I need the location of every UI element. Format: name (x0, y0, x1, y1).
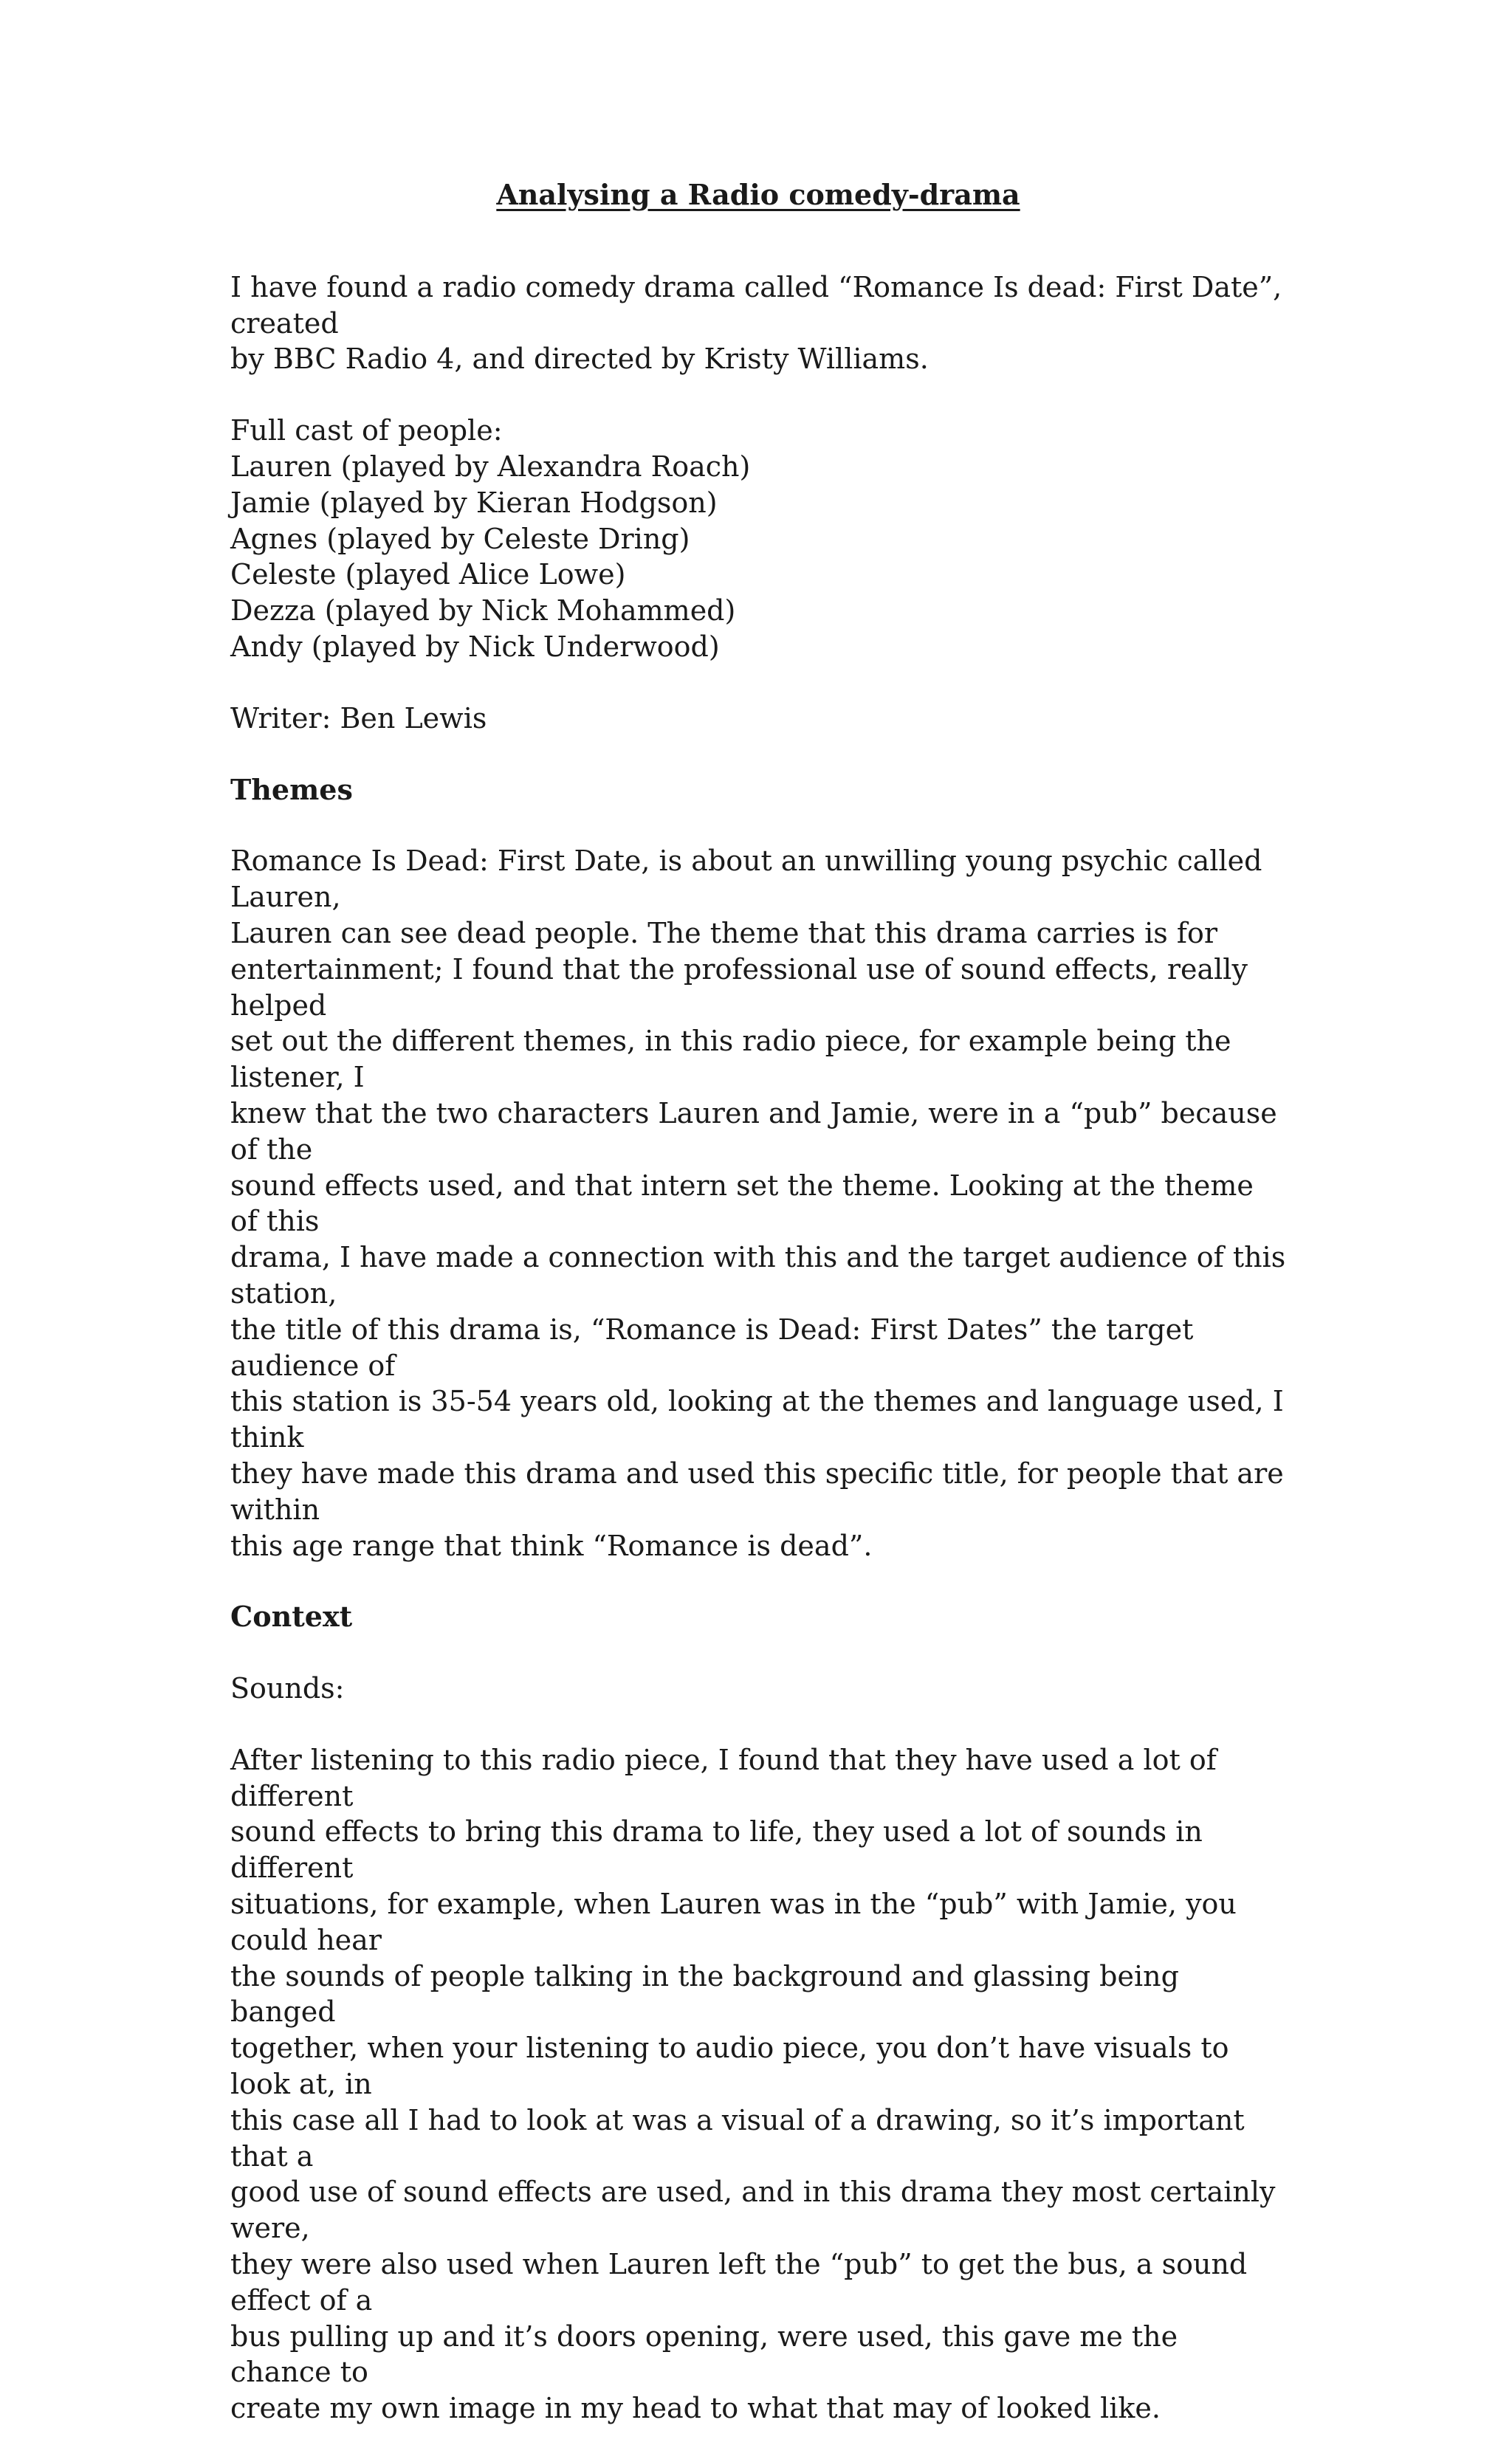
paragraph-line: this age range that think “Romance is dead”. (230, 1529, 873, 1562)
paragraph-line: this station is 35-54 years old, looking at the themes and language used, I think (230, 1385, 1284, 1454)
cast-heading: Full cast of people: (230, 414, 503, 447)
writer-credit: Writer: Ben Lewis (230, 701, 487, 735)
paragraph-line: create my own image in my head to what that may of looked like. (230, 2392, 1161, 2425)
paragraph-line: sound effects to bring this drama to life, they used a lot of sounds in different (230, 1815, 1203, 1885)
themes-paragraph (230, 843, 1286, 1564)
cast-member: Lauren (played by Alexandra Roach) (230, 450, 751, 483)
sounds-label: Sounds: (230, 1672, 345, 1705)
paragraph-line: good use of sound effects are used, and in this drama they most certainly were, (230, 2176, 1276, 2245)
paragraph-line: the sounds of people talking in the background and glassing being banged (230, 1959, 1179, 2029)
paragraph-line: together, when your listening to audio piece, you don’t have visuals to look at, in (230, 2032, 1229, 2101)
intro-line: by BBC Radio 4, and directed by Kristy Williams. (230, 343, 929, 376)
cast-member: Andy (played by Nick Underwood) (230, 630, 720, 663)
context-heading: Context (230, 1600, 353, 1634)
themes-heading: Themes (230, 772, 353, 806)
paragraph-line: the title of this drama is, “Romance is Dead: First Dates” the target audience of (230, 1313, 1194, 1382)
document-title: Analysing a Radio comedy-drama (496, 178, 1020, 211)
cast-member: Jamie (played by Kieran Hodgson) (230, 486, 718, 519)
paragraph-line: knew that the two characters Lauren and Jamie, were in a “pub” because of the (230, 1096, 1277, 1166)
sounds-paragraph (230, 1742, 1286, 2427)
paragraph-line: Lauren can see dead people. The theme that this drama carries is for (230, 916, 1217, 949)
paragraph-line: they have made this drama and used this specific title, for people that are within (230, 1457, 1284, 1526)
paragraph-line: situations, for example, when Lauren was in the “pub” with Jamie, you could hear (230, 1888, 1237, 1956)
paragraph-line: Romance Is Dead: First Date, is about an unwilling young psychic called Lauren, (230, 845, 1262, 914)
paragraph-line: set out the different themes, in this radio piece, for example being the listener, I (230, 1025, 1231, 1094)
paragraph-line: sound effects used, and that intern set the theme. Looking at the theme of this (230, 1169, 1254, 1238)
intro-line: I have found a radio comedy drama called “Romance Is dead: First Date”, created (230, 270, 1282, 340)
document-body (230, 177, 1286, 2462)
paragraph-line: drama, I have made a connection with this and the target audience of this station, (230, 1241, 1286, 1310)
cast-member: Dezza (played by Nick Mohammed) (230, 594, 736, 627)
cast-member: Agnes (played by Celeste Dring) (230, 522, 690, 555)
paragraph-line: they were also used when Lauren left the “pub” to get the bus, a sound effect of a (230, 2248, 1248, 2317)
cast-list (230, 413, 1286, 665)
paragraph-line: After listening to this radio piece, I found that they have used a lot of different (230, 1743, 1217, 1812)
intro-paragraph (230, 269, 1286, 377)
paragraph-line: entertainment; I found that the professional use of sound effects, really helped (230, 952, 1248, 1022)
paragraph-line: bus pulling up and it’s doors opening, were used, this gave me the chance to (230, 2320, 1178, 2389)
paragraph-line: this case all I had to look at was a visual of a drawing, so it’s important that a (230, 2103, 1245, 2173)
cast-member: Celeste (played Alice Lowe) (230, 558, 626, 591)
